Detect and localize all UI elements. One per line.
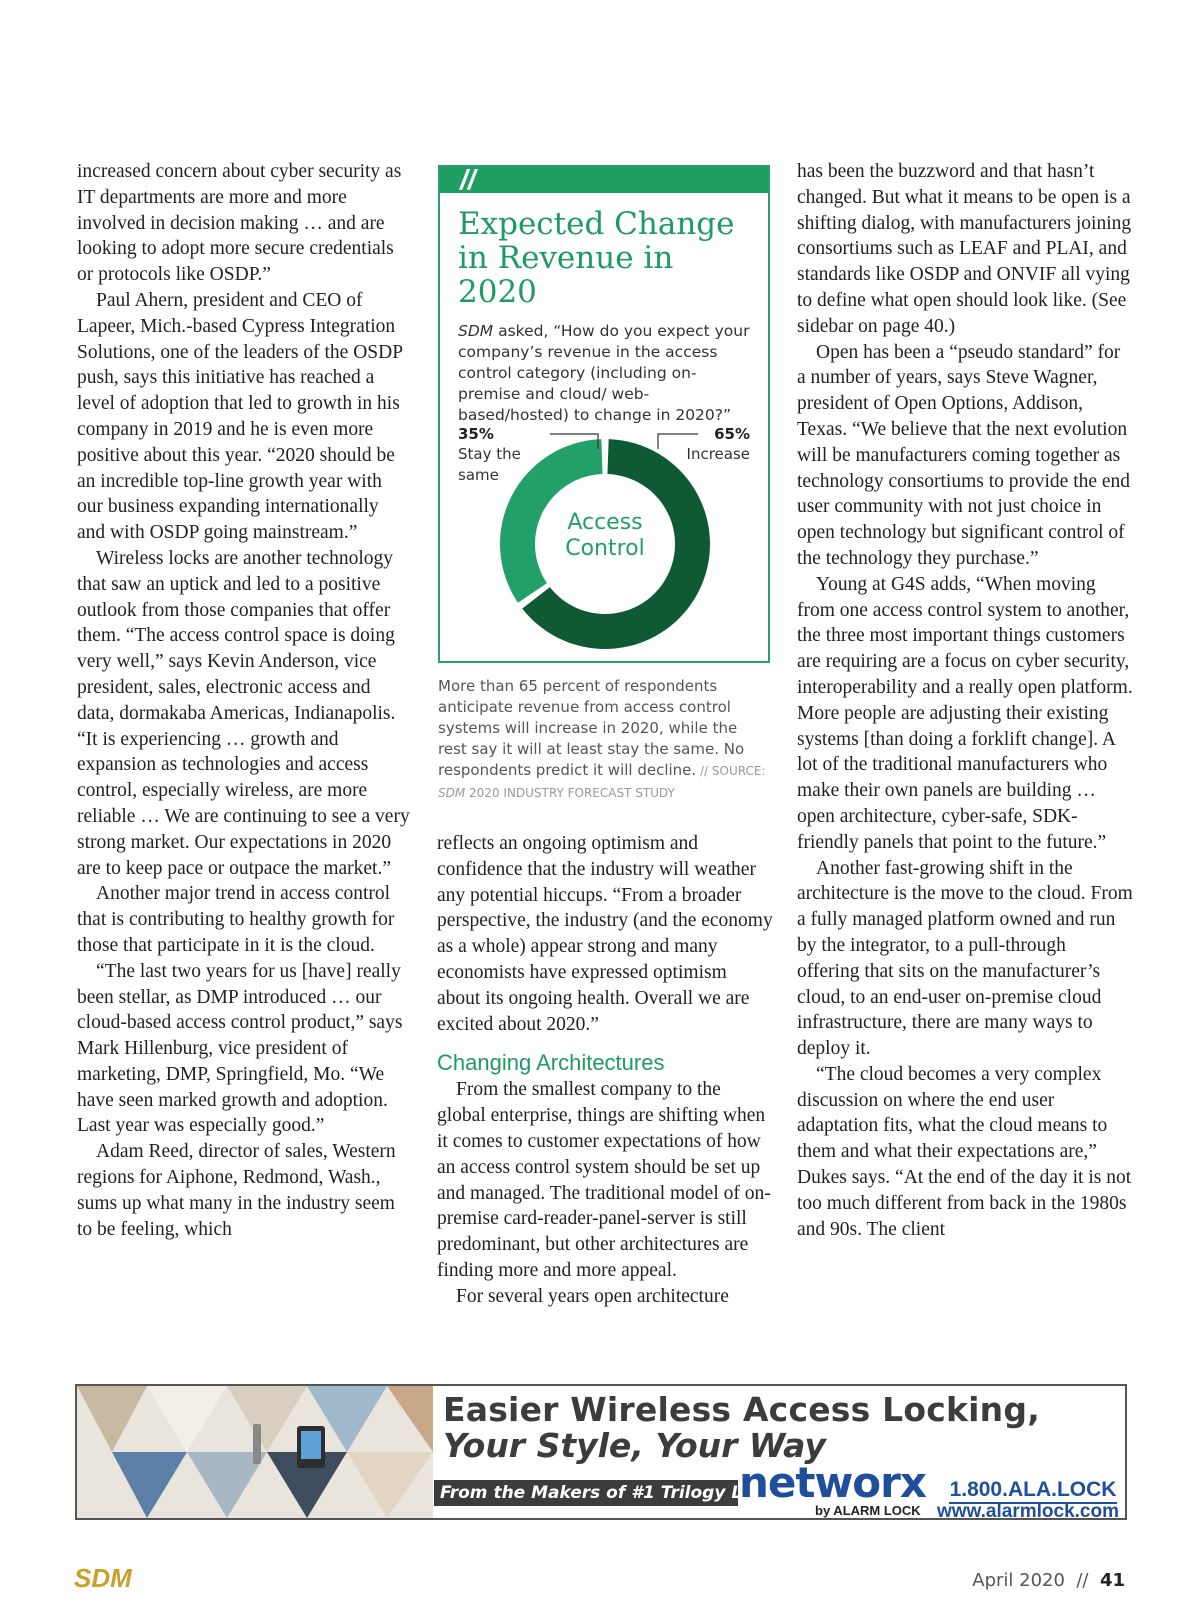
center-label-line2: Control — [565, 536, 645, 561]
sidebar-marker: // — [440, 167, 768, 193]
paragraph: reflects an ongoing optimism and confidence that the industry will weather any potential hiccups. “From a broader perspective, the industry (and the economy as a whole) appear strong and many economists have expressed optimism about its ongoing health. Overall we are excited about 2020.” — [437, 833, 773, 1035]
paragraph: Adam Reed, director of sales, Western regions for Aiphone, Redmond, Wash., sums up what many in the industry seem to be feeling, which — [77, 1141, 396, 1240]
article-column-2 — [437, 831, 773, 1310]
paragraph: Wireless locks are another technology that saw an uptick and led to a positive outlook from those companies that offer them. “The access control space is doing very well,” says Kevin Anderson, vice president, sales, electronic access and data, dormakaba Americas, Indianapolis. “It is experiencing … growth and expansion as technologies and access control, especially wireless, are more reliable … We are continuing to see a very strong market. Our expectations in 2020 are to keep pace or outpace the market.” — [77, 547, 410, 879]
paragraph: “The last two years for us [have] really been stellar, as DMP introduced … our cloud-based access control product,” says Mark Hillenburg, vice president of marketing, DMP, Springfield, Mo. “We have seen marked growth and adoption. Last year was especially good.” — [77, 960, 403, 1137]
section-heading: Changing Architectures — [437, 1050, 665, 1076]
paragraph: increased concern about cyber security as IT departments are more and more involved in decision making … and are looking to adopt more secure credentials or protocols like OSDP.” — [77, 161, 402, 286]
label-increase: Increase — [686, 445, 750, 463]
ad-tagline: From the Makers of #1 Trilogy Locks — [434, 1480, 738, 1506]
ad-brand-by: by ALARM LOCK — [815, 1503, 921, 1518]
networx-logo: networx — [739, 1458, 926, 1507]
ad-headline-2: Your Style, Your Way — [443, 1426, 826, 1465]
ad-headline-1: Easier Wireless Access Locking, — [443, 1390, 1040, 1429]
paragraph: Young at G4S adds, “When moving from one access control system to another, the three most important things customers are requiring are a focus on cyber security, interoperability and a really open platform. More people are adjusting their existing systems [than doing a forklift change]. A lot of the traditional manufacturers who make their own panels are building … open architecture, cyber-safe, SDK-friendly panels that point to the future.” — [797, 573, 1133, 853]
donut-chart — [440, 427, 768, 663]
advertisement-banner[interactable] — [75, 1384, 1127, 1520]
label-stay-pct: 35% — [458, 427, 494, 443]
sdm-logo: SDM — [74, 1563, 132, 1593]
sidebar-title: Expected Change in Revenue in 2020 — [458, 206, 735, 310]
paragraph: From the smallest company to the global enterprise, things are shifting when it comes to customer expectations of how an access control system should be set up and managed. The traditional model of on-premise card-reader-panel-server is still predominant, but other architectures are finding more and more appeal. — [437, 1079, 771, 1281]
paragraph: has been the buzzword and that hasn’t changed. But what it means to be open is a shifting dialog, with manufacturers joining consortiums such as LEAF and PLAI, and standards like OSDP and ONVIF all vying to define what open should look like. (See sidebar on page 40.) — [797, 161, 1132, 337]
sidebar-question: SDM asked, “How do you expect your company’s revenue in the access control category (including on-premise and cloud/ web-based/hosted) to change in 2020?” — [458, 322, 750, 424]
ad-phone[interactable]: 1.800.ALA.LOCK — [949, 1478, 1117, 1504]
center-label-line1: Access — [567, 510, 643, 535]
paragraph: Open has been a “pseudo standard” for a number of years, says Steve Wagner, president of Open Options, Addison, Texas. “We believe that the next evolution will be manufacturers coming together as technology consortiums to provide the end user community with not just choice in open technology but significant control of the technology they purchase.” — [797, 341, 1131, 569]
revenue-sidebar — [438, 165, 770, 663]
paragraph: Another major trend in access control that is contributing to healthy growth for those that participate in it is the cloud. — [77, 883, 395, 956]
chart-caption: More than 65 percent of respondents anticipate revenue from access control systems will increase in 2020, while the rest say it will at least stay the same. No respondents predict it will decline. // SOURCE: SDM 2020 INDUSTRY FORECAST STUDY — [438, 677, 766, 800]
paragraph: For several years open architecture — [456, 1285, 729, 1307]
label-stay-line2: same — [458, 466, 499, 484]
article-column-1 — [77, 159, 411, 1242]
article-column-3 — [797, 159, 1133, 1242]
paragraph: “The cloud becomes a very complex discussion on where the end user adaptation fits, what the cloud means to them and what their expectations are,” Dukes says. “At the end of the day it is not too much different from back in the 1980s and 90s. The client — [797, 1063, 1132, 1240]
ad-website-link[interactable]: www.alarmlock.com — [937, 1501, 1119, 1520]
label-increase-pct: 65% — [714, 427, 750, 443]
page-number: 41 — [1099, 1570, 1125, 1591]
question-source: SDM — [458, 322, 494, 340]
label-stay-line1: Stay the — [458, 445, 521, 463]
page-footer: April 2020 // 41 — [972, 1570, 1125, 1591]
paragraph: Paul Ahern, president and CEO of Lapeer, Mich.-based Cypress Integration Solutions, one of the leaders of the OSDP push, says this initiative has reached a level of adoption that led to growth in his company in 2019 and he is even more positive about this year. “2020 should be an incredible top-line growth year with our business expanding internationally and with OSDP going mainstream.” — [77, 289, 403, 544]
ad-photo-collage — [77, 1386, 433, 1518]
chart-source: 2020 INDUSTRY FORECAST STUDY — [465, 786, 675, 800]
paragraph: Another fast-growing shift in the architecture is the move to the cloud. From a fully managed platform owned and run by the integrator, to a pull-through offering that sits on the manufacturer’s cloud, to an end-user on-premise cloud infrastructure, there are many ways to deploy it. — [797, 857, 1133, 1060]
